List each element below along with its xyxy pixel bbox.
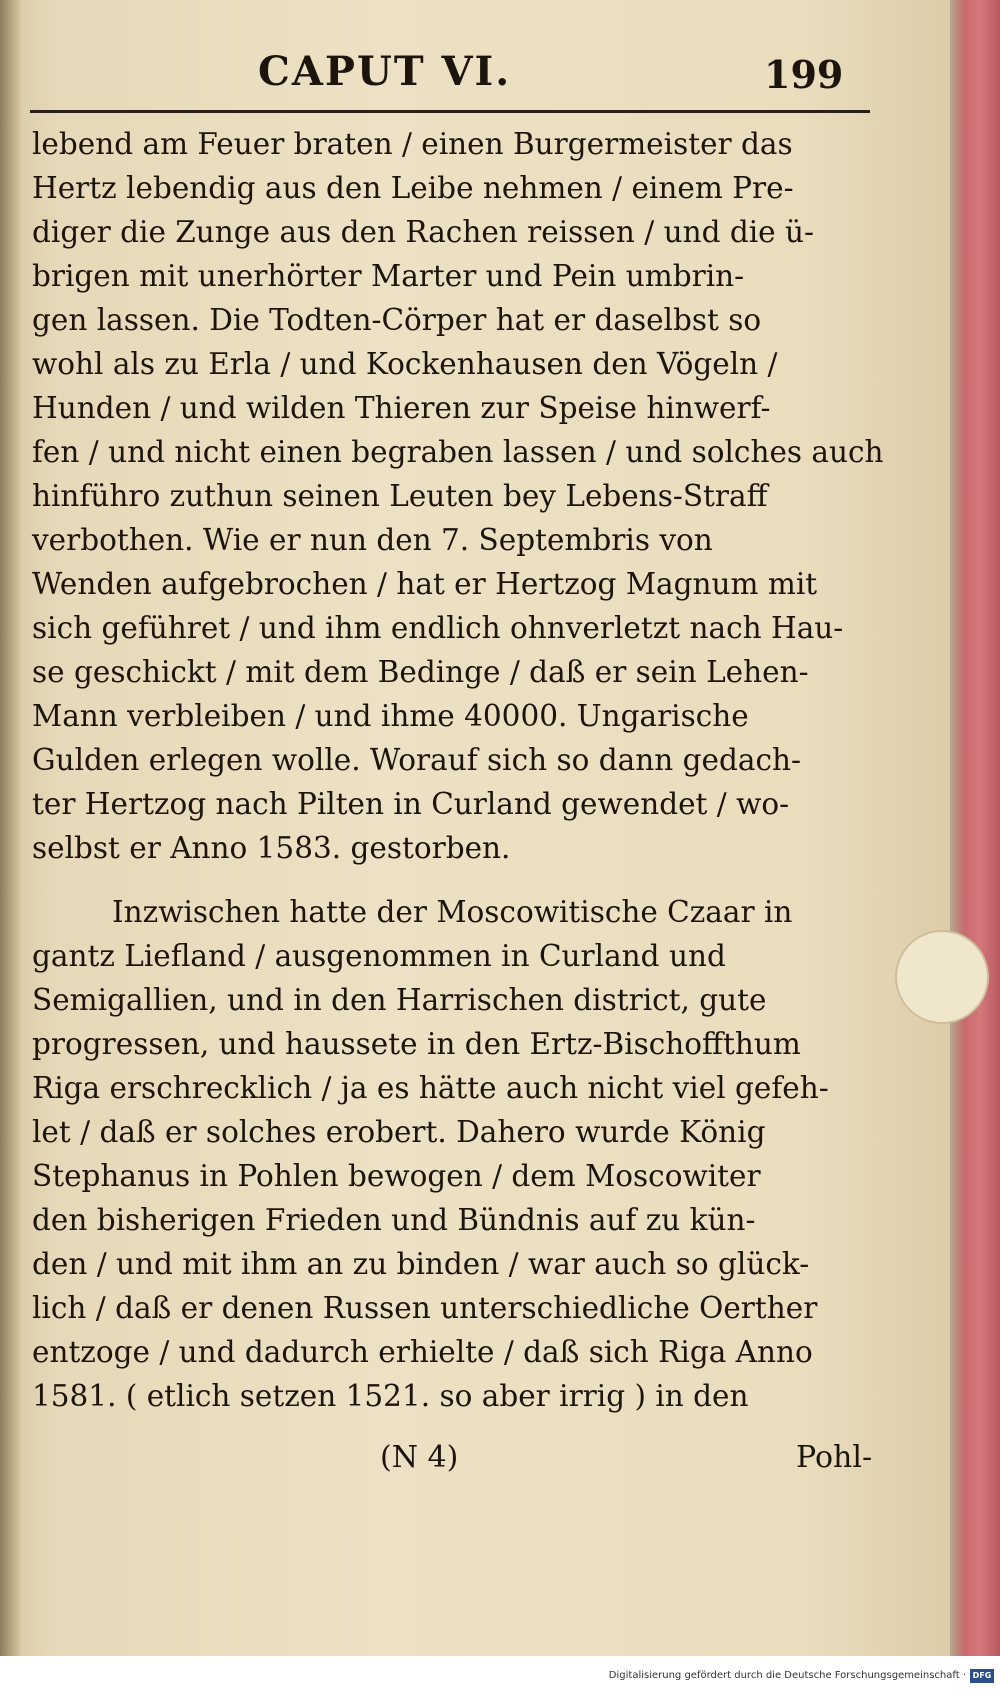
text-line: Stephanus in Pohlen bewogen / dem Moscowiter [32,1159,761,1193]
text-line: 1581. ( etlich setzen 1521. so aber irrig ) in den [32,1379,749,1413]
text-line: Mann verbleiben / und ihme 40000. Ungarische [32,699,749,733]
text-line: let / daß er solches erobert. Dahero wurde König [32,1115,766,1149]
text-line: verbothen. Wie er nun den 7. Septembris von [32,523,713,557]
text-line: progressen, und haussete in den Ertz-Bischoffthum [32,1027,801,1061]
text-line: brigen mit unerhörter Marter und Pein umbrin- [32,259,745,293]
text-line: wohl als zu Erla / und Kockenhausen den Vögeln / [32,347,778,381]
text-line: Gulden erlegen wolle. Worauf sich so dann gedach- [32,743,801,777]
text-line: Hertz lebendig aus den Leibe nehmen / einem Pre- [32,171,794,205]
page-fore-edge [950,0,1000,1656]
signature-mark: (N 4) [380,1440,459,1475]
text-line: diger die Zunge aus den Rachen reissen / und die ü- [32,215,814,249]
funding-credit: Digitalisierung gefördert durch die Deutsche Forschungsgemeinschaft · [608,1670,966,1681]
text-line: Riga erschrecklich / ja es hätte auch nicht viel gefeh- [32,1071,829,1105]
text-line: Inzwischen hatte der Moscowitische Czaar in [112,895,793,929]
text-line: hinführo zuthun seinen Leuten bey Lebens-Straff [32,479,768,513]
text-line: fen / und nicht einen begraben lassen / und solches auch [32,435,884,469]
text-line: Semigallien, und in den Harrischen district, gute [32,983,767,1017]
catchword: Pohl- [796,1440,873,1475]
text-line: den bisherigen Frieden und Bündnis auf zu kün- [32,1203,756,1237]
text-line: gantz Liefland / ausgenommen in Curland und [32,939,726,973]
chapter-heading: CAPUT VI. [258,48,512,95]
text-line: sich geführet / und ihm endlich ohnverletzt nach Hau- [32,611,844,645]
page-body [32,122,892,1418]
header-rule [30,110,870,113]
text-line: den / und mit ihm an zu binden / war auch so glück- [32,1247,810,1281]
text-line: ter Hertzog nach Pilten in Curland gewendet / wo- [32,787,790,821]
text-line: se geschickt / mit dem Bedinge / daß er sein Lehen- [32,655,809,689]
text-line: selbst er Anno 1583. gestorben. [32,831,511,865]
page-number: 199 [764,52,844,97]
bookmark-tab [895,930,989,1024]
text-line: Wenden aufgebrochen / hat er Hertzog Magnum mit [32,567,818,601]
dfg-logo: DFG [970,1669,994,1683]
text-line: lich / daß er denen Russen unterschiedliche Oerther [32,1291,818,1325]
text-line: entzoge / und dadurch erhielte / daß sich Riga Anno [32,1335,813,1369]
paragraph-gap [32,870,892,890]
text-line: lebend am Feuer braten / einen Burgermeister das [32,127,793,161]
binding-gutter [0,0,22,1656]
text-line: Hunden / und wilden Thieren zur Speise hinwerf- [32,391,771,425]
text-line: gen lassen. Die Todten-Cörper hat er daselbst so [32,303,762,337]
